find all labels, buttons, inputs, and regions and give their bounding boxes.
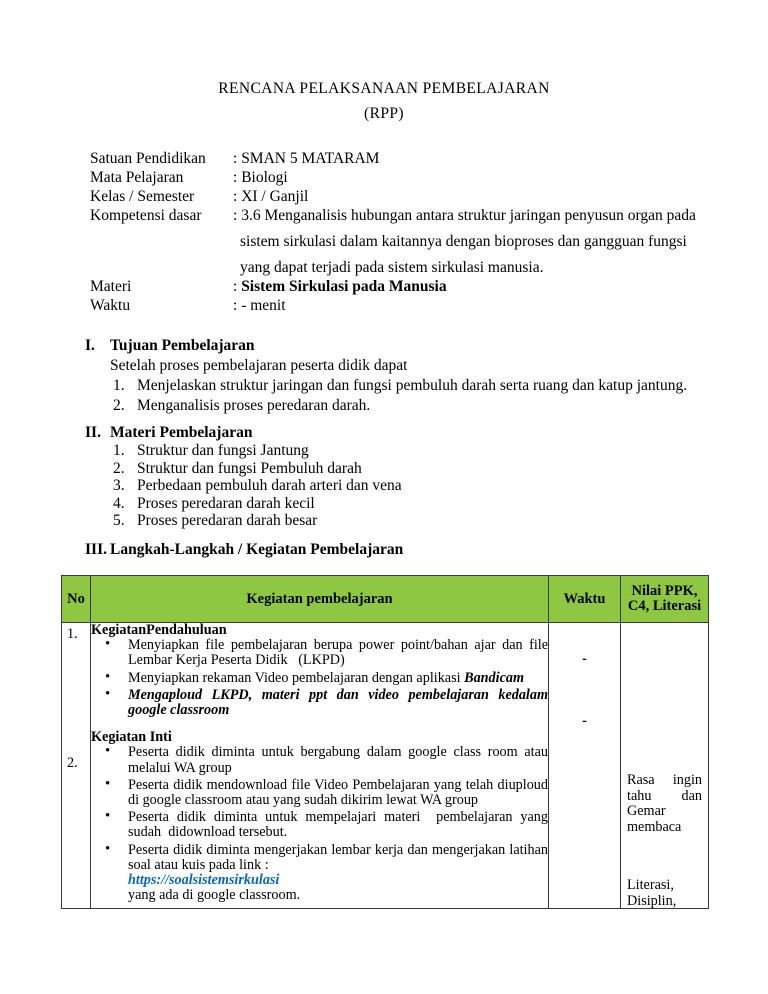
info-row-kelas-semester — [90, 188, 308, 206]
table-header-row — [62, 576, 709, 623]
section-title: Materi Pembelajaran — [110, 424, 253, 441]
info-value: XI / Ganjil — [241, 188, 309, 205]
pendahuluan-bullet-list — [91, 638, 548, 718]
info-row-materi — [90, 278, 447, 296]
list-number: 2. — [113, 397, 125, 414]
bullet-icon: • — [105, 775, 111, 792]
list-text: Struktur dan fungsi Jantung — [137, 442, 309, 459]
list-number: 2. — [113, 460, 125, 477]
list-text: Perbedaan pembuluh darah arteri dan vena — [137, 477, 402, 494]
section-heading-langkah-langkah — [85, 541, 403, 559]
bullet-text-emphasis: Bandicam — [464, 669, 525, 686]
bullet-text-emphasis: Mengaploud LKPD, materi ppt dan video pembelajaran kedalam google classroom — [128, 686, 548, 719]
list-text: Proses peredaran darah kecil — [137, 495, 315, 512]
column-header-waktu: Waktu — [549, 576, 621, 623]
kegiatan-pendahuluan-heading: KegiatanPendahuluan — [91, 622, 227, 638]
info-value: Biologi — [241, 169, 288, 186]
bullet-icon: • — [105, 636, 111, 653]
bullet-icon: • — [105, 685, 111, 702]
bullet-text: Peserta didik diminta untuk bergabung dalam google class room atau melalui WA group — [128, 744, 548, 776]
nilai-disiplin: Disiplin, — [627, 892, 677, 909]
section-title: Tujuan Pembelajaran — [110, 337, 255, 354]
list-number: 5. — [113, 512, 125, 529]
info-label: Kelas / Semester — [90, 188, 195, 205]
colon-separator: : — [233, 207, 238, 224]
cell-row-numbers — [62, 623, 91, 909]
info-value: - menit — [241, 297, 286, 314]
link-tail-text: yang ada di google classroom. — [128, 887, 301, 904]
bullet-text: Menyiapkan rekaman Video pembelajaran dengan aplikasi — [128, 669, 465, 686]
section-heading-tujuan-pembelajaran — [85, 337, 255, 355]
column-header-nilai: Nilai PPK, C4, Literasi — [621, 576, 709, 623]
bullet-item — [91, 775, 548, 809]
list-item — [113, 512, 317, 530]
bullet-item — [91, 745, 548, 775]
list-number: 3. — [113, 477, 125, 494]
list-text: Proses peredaran darah besar — [137, 512, 318, 529]
bullet-text: Peserta didik mendownload file Video Pembelajaran yang telah diuploud di google classroom atau yang sudah dikirim lewat WA group — [128, 776, 548, 809]
nilai-text-block-1: Rasa ingin tahu dan Gemar membaca — [627, 772, 702, 835]
section-numeral: III. — [85, 541, 107, 558]
info-value-materi: Sistem Sirkulasi pada Manusia — [241, 278, 447, 295]
document-subtitle: (RPP) — [364, 105, 404, 122]
bullet-icon: • — [105, 668, 111, 685]
inti-bullet-list — [91, 745, 548, 903]
section-heading-materi-pembelajaran — [85, 424, 252, 442]
list-item — [113, 460, 362, 478]
cell-waktu — [549, 623, 621, 909]
bullet-text: Peserta didik diminta untuk mempelajari materi pembelajaran yang sudah didownload tersebut. — [128, 809, 548, 841]
list-number: 1. — [113, 442, 125, 459]
info-row-satuan-pendidikan — [90, 150, 379, 168]
info-value-continuation: sistem sirkulasi dalam kaitannya dengan bioproses dan gangguan fungsi — [240, 233, 687, 250]
column-header-kegiatan: Kegiatan pembelajaran — [91, 576, 549, 623]
section-numeral: II. — [85, 424, 101, 441]
bullet-item — [91, 638, 548, 668]
bullet-item — [91, 685, 548, 719]
nilai-text-block-2 — [627, 878, 702, 909]
list-item — [113, 377, 687, 395]
info-row-kompetensi-dasar — [90, 207, 696, 225]
list-number: 1. — [113, 377, 125, 394]
waktu-dash-2: - — [582, 713, 587, 729]
list-item — [113, 495, 315, 513]
list-item — [113, 442, 309, 460]
section-numeral: I. — [85, 337, 95, 354]
colon-separator: : — [233, 150, 238, 167]
bullet-item — [91, 810, 548, 840]
info-value: SMAN 5 MATARAM — [241, 150, 380, 167]
waktu-dash-1: - — [582, 651, 587, 667]
cell-kegiatan-pembelajaran — [91, 623, 549, 909]
colon-separator: : — [233, 169, 238, 186]
list-text: Menjelaskan struktur jaringan dan fungsi pembuluh darah serta ruang dan katup jantung. — [137, 377, 688, 394]
list-item — [113, 477, 402, 495]
bullet-text: Peserta didik diminta mengerjakan lembar kerja dan mengerjakan latihan soal atau kuis pada link : — [128, 841, 548, 873]
cell-nilai-ppk — [621, 623, 709, 909]
bullet-icon: • — [105, 808, 111, 825]
colon-separator: : — [233, 297, 238, 314]
kegiatan-pembelajaran-table — [61, 575, 709, 909]
table-body-row — [62, 623, 709, 909]
colon-separator: : — [233, 188, 238, 205]
bullet-item — [91, 668, 548, 686]
section-title: Langkah-Langkah / Kegiatan Pembelajaran — [110, 541, 404, 558]
bullet-icon: • — [105, 840, 111, 857]
list-text: Struktur dan fungsi Pembuluh darah — [137, 460, 362, 477]
document-title: RENCANA PELAKSANAAN PEMBELAJARAN — [218, 80, 550, 97]
info-label: Materi — [90, 278, 132, 295]
row-number-1: 1. — [67, 626, 78, 642]
nilai-literasi: Literasi, — [627, 877, 674, 893]
info-label: Mata Pelajaran — [90, 169, 184, 186]
quiz-hyperlink[interactable]: https://soalsistemsirkulasi — [128, 872, 280, 889]
info-row-mata-pelajaran — [90, 169, 288, 187]
colon-separator: : — [233, 278, 238, 295]
info-row-waktu — [90, 297, 286, 315]
info-label: Waktu — [90, 297, 131, 314]
column-header-no: No — [62, 576, 91, 623]
bullet-text: Menyiapkan file pembelajaran berupa power point/bahan ajar dan file Lembar Kerja Peserta Didik (LKPD) — [128, 637, 548, 669]
bullet-item — [91, 840, 548, 904]
list-number: 4. — [113, 495, 125, 512]
list-text: Menganalisis proses peredaran darah. — [137, 397, 371, 414]
bullet-icon: • — [105, 743, 111, 760]
info-value-continuation: yang dapat terjadi pada sistem sirkulasi manusia. — [240, 259, 544, 276]
info-label: Kompetensi dasar — [90, 207, 202, 224]
kegiatan-inti-heading: Kegiatan Inti — [91, 729, 172, 746]
row-number-2: 2. — [67, 755, 78, 771]
info-value: 3.6 Menganalisis hubungan antara struktur jaringan penyusun organ pada — [241, 207, 696, 224]
list-item — [113, 397, 370, 415]
info-label: Satuan Pendidikan — [90, 150, 206, 167]
section-intro-text: Setelah proses pembelajaran peserta didik dapat — [110, 357, 408, 374]
